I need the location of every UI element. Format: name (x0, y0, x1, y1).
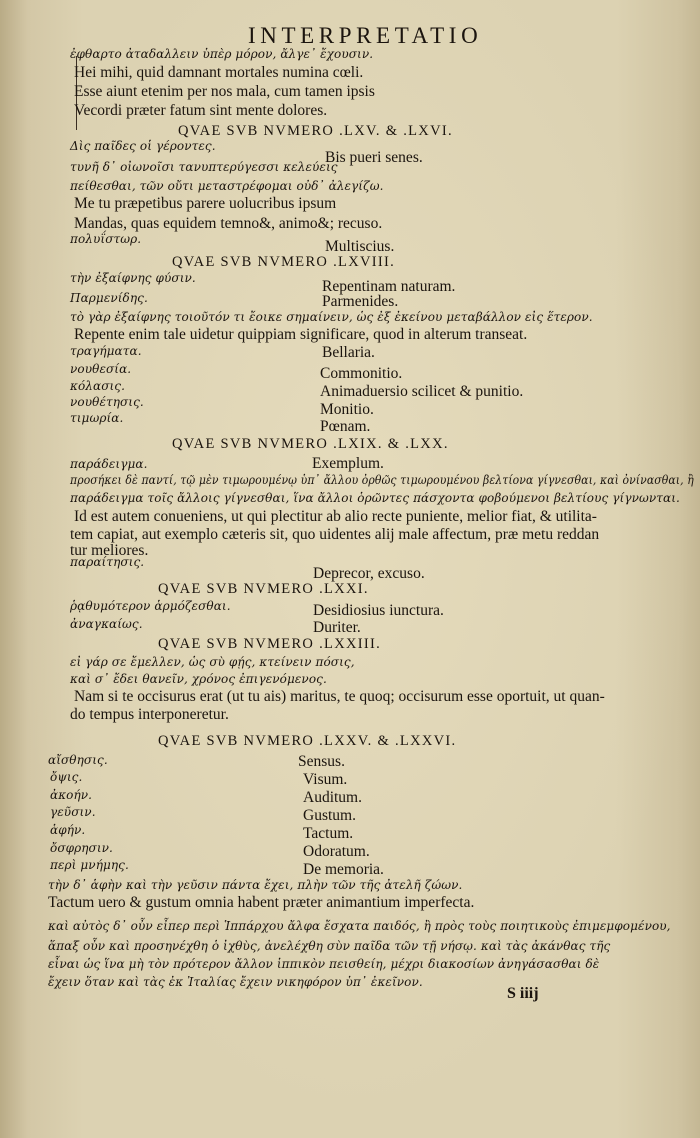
greek-text-line: ἔχειν ὅταν καὶ τὰς ἐκ Ἰταλίας ἔχειν νικηφόρον ὑπ᾽ ἐκεῖνον. (48, 975, 423, 989)
greek-text-line: καὶ αὐτὸς δ᾽ οὖν εἶπερ περὶ Ἱππάρχου ἄλφα ἔσχατα παιδός, ἢ πρὸς τοὺς ποιητικοὺς ἐπιμεμφομένου, (48, 919, 671, 933)
latin-text-line: Bellaria. (322, 344, 375, 361)
latin-text-line: Deprecor, excuso. (313, 565, 425, 582)
greek-text-line: τυνῆ δ᾽ οἰωνοῖσι τανυπτερύγεσσι κελεύεις (70, 160, 338, 174)
latin-text-line: Mandas, quas equidem temno&, animo&; recuso. (74, 215, 383, 232)
greek-text-line: ὄψις. (50, 770, 83, 784)
running-head: INTERPRETATIO (248, 23, 483, 48)
latin-text-line: Exemplum. (312, 455, 384, 472)
latin-text-line: Monitio. (320, 401, 374, 418)
greek-text-line: πείθεσθαι, τῶν οὔτι μεταστρέφομαι οὐδ᾽ ἀλεγίζω. (70, 179, 384, 193)
latin-text-line: do tempus interponeretur. (70, 706, 229, 723)
section-heading: QVAE SVB NVMERO .LXVIII. (172, 254, 396, 270)
greek-text-line: περὶ μνήμης. (50, 858, 129, 872)
greek-text-line: προσήκει δὲ παντί, τῷ μὲν τιμωρουμένῳ ὑπ᾽ ἄλλου ὀρθῶς τιμωρουμένου βελτίονα γίγνεσθαι, καὶ ὀνίνασθαι, ἢ (70, 473, 694, 487)
latin-text-line: Odoratum. (303, 843, 370, 860)
latin-text-line: Desidiosius iunctura. (313, 602, 444, 619)
latin-text-line: Id est autem conueniens, ut qui plectitur ab alio recte puniente, melior fiat, & utilita- (74, 508, 597, 525)
greek-text-line: τιμωρία. (70, 411, 124, 425)
greek-text-line: γεῦσιν. (50, 805, 96, 819)
latin-text-line: Duriter. (313, 619, 361, 636)
section-heading: QVAE SVB NVMERO .LXV. & .LXVI. (178, 123, 453, 139)
greek-text-line: νουθέτησις. (70, 395, 144, 409)
latin-text-line: Bis pueri senes. (325, 149, 423, 166)
greek-text-line: Δὶς παῖδες οἱ γέροντες. (70, 139, 216, 153)
greek-text-line: τραγήματα. (70, 344, 142, 358)
latin-text-line: Me tu præpetibus parere uolucribus ipsum (74, 195, 337, 212)
greek-text-line: κόλασις. (70, 379, 126, 393)
greek-text-line: ἀκοήν. (50, 788, 93, 802)
latin-text-line: tur meliores. (70, 542, 149, 559)
latin-text-line: Multiscius. (325, 238, 395, 255)
latin-text-line: Esse aiunt etenim per nos mala, cum tamen ipsis (74, 83, 375, 100)
greek-text-line: ἅπαξ οὖν καὶ προσηνέχθη ὁ ἰχθὺς, ἀνελέχθη σὺν παῖδα τῶν τῇ νήσῳ. καὶ τὰς ἀκάνθας τῆς (48, 939, 611, 953)
latin-text-line: tem capiat, aut exemplo cæteris sit, quo uidentes alij male affectum, præ metu reddan (70, 526, 600, 543)
latin-text-line: Repentinam naturam. (322, 278, 456, 295)
latin-text-line: Hei mihi, quid damnant mortales numina cœli. (74, 64, 364, 81)
latin-text-line: Vecordi præter fatum sint mente dolores. (74, 102, 328, 119)
latin-text-line: Tactum. (303, 825, 354, 842)
greek-text-line: εἰ γάρ σε ἔμελλεν, ὡς σὺ φῄς, κτείνειν πόσις, (70, 655, 355, 669)
latin-text-line: Commonitio. (320, 365, 403, 382)
greek-text-line: παράδειγμα. (70, 457, 148, 471)
section-heading: QVAE SVB NVMERO .LXXIII. (158, 636, 382, 652)
latin-text-line: Sensus. (298, 753, 345, 770)
greek-text-line: πολυΐστωρ. (70, 232, 142, 246)
greek-text-line: ὄσφρησιν. (50, 841, 113, 855)
latin-text-line: Gustum. (303, 807, 356, 824)
latin-text-line: Parmenides. (322, 293, 399, 310)
greek-text-line: παράδειγμα τοῖς ἄλλοις γίγνεσθαι, ἵνα ἄλλοι ὁρῶντες πάσχοντα φοβούμενοι βελτίους γίγνωνται. (70, 491, 680, 505)
greek-text-line: καὶ σ᾽ ἔδει θανεῖν, χρόνος ἐπιγενόμενος. (70, 672, 327, 686)
greek-text-line: τὴν ἐξαίφνης φύσιν. (70, 271, 196, 285)
signature-mark: S iiij (507, 985, 539, 1002)
greek-text-line: ἐφθαρτο ἀταδαλλειν ὑπὲρ μόρον, ἄλγε᾽ ἔχουσιν. (70, 47, 374, 61)
latin-text-line: Auditum. (303, 789, 362, 806)
greek-text-line: τὴν δ᾽ ἁφὴν καὶ τὴν γεῦσιν πάντα ἔχει, πλὴν τῶν τῆς ἀτελῆ ζώων. (48, 878, 463, 892)
latin-text-line: Pœnam. (320, 418, 371, 435)
section-heading: QVAE SVB NVMERO .LXXI. (158, 581, 369, 597)
greek-text-line: παραίτησις. (70, 555, 145, 569)
greek-text-line: τὸ γὰρ ἐξαίφνης τοιοῦτόν τι ἔοικε σημαίνειν, ὡς ἐξ ἐκείνου μεταβάλλον εἰς ἕτερον. (70, 310, 593, 324)
latin-text-line: De memoria. (303, 861, 384, 878)
latin-text-line: Tactum uero & gustum omnia habent præter animantium imperfecta. (48, 894, 475, 911)
greek-text-line: ἁφήν. (50, 823, 86, 837)
section-heading: QVAE SVB NVMERO .LXIX. & .LXX. (172, 436, 449, 452)
greek-text-line: Παρμενίδης. (70, 291, 148, 305)
latin-text-line: Repente enim tale uidetur quippiam significare, quod in alterum transeat. (74, 326, 528, 343)
latin-text-line: Visum. (303, 771, 348, 788)
greek-text-line: ῥᾳθυμότερον ἁρμόζεσθαι. (70, 599, 231, 613)
greek-text-line: νουθεσία. (70, 362, 132, 376)
section-heading: QVAE SVB NVMERO .LXXV. & .LXXVI. (158, 733, 457, 749)
latin-text-line: Animaduersio scilicet & punitio. (320, 383, 524, 400)
greek-text-line: εἶναι ὡς ἵνα μὴ τὸν πρότερον ἄλλον ἱππικὸν πεισθείη, μέχρι διακοσίων ἀνηγάσασθαι δὲ (48, 957, 600, 971)
greek-text-line: ἀναγκαίως. (70, 617, 143, 631)
latin-text-line: Nam si te occisurus erat (ut tu ais) maritus, te quoq; occisurum esse oportuit, ut quan- (74, 688, 605, 705)
greek-text-line: αἴσθησις. (48, 753, 108, 767)
